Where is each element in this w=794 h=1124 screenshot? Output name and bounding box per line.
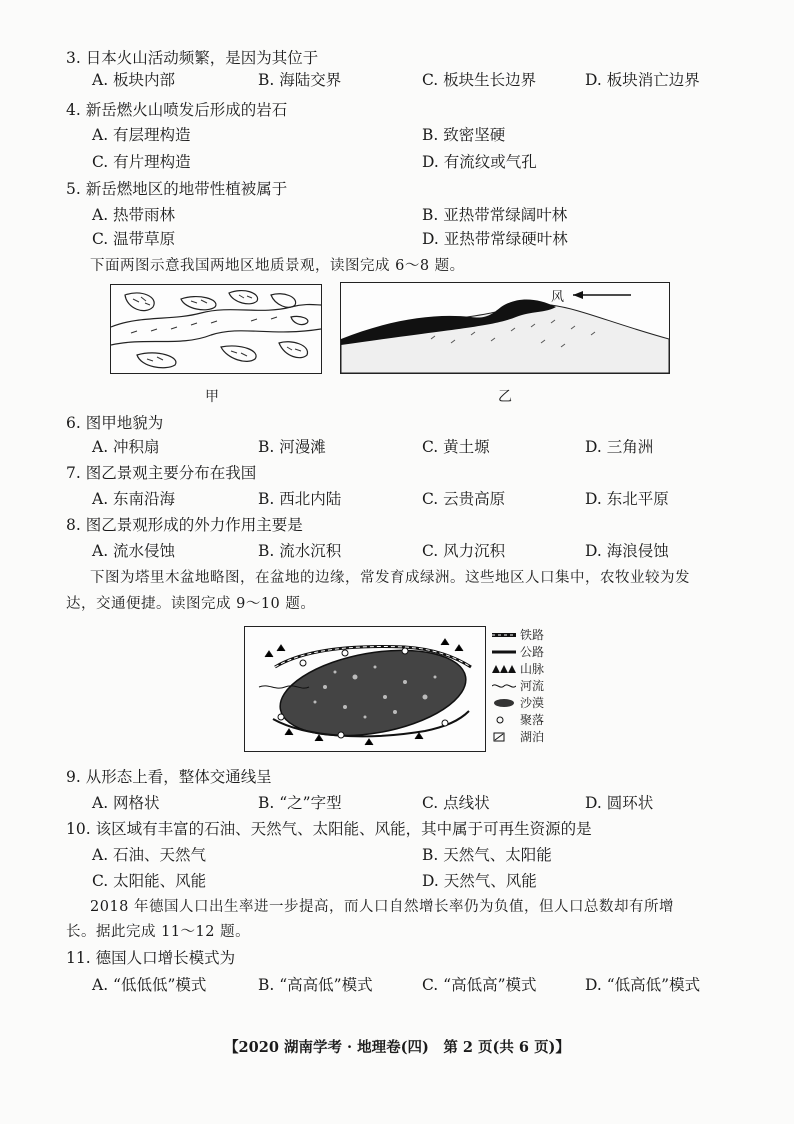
question-5-option-b: B. 亚热带常绿阔叶林 [422, 206, 568, 224]
railway-icon [492, 631, 516, 639]
question-3-option-c: C. 板块生长边界 [422, 71, 537, 89]
question-5-option-a: A. 热带雨林 [92, 206, 176, 224]
question-5-option-c: C. 温带草原 [92, 230, 176, 248]
question-10-option-a: A. 石油、天然气 [92, 846, 207, 864]
legend-mountain: 山脉 [492, 660, 544, 677]
legend-settlement: 聚落 [492, 711, 544, 728]
question-9-option-b: B. “之”字型 [258, 794, 342, 812]
question-4-option-b: B. 致密坚硬 [422, 126, 506, 144]
intro-questions-9-10-line-2: 达，交通便捷。读图完成 9～10 题。 [66, 596, 316, 612]
legend-railway: 铁路 [492, 626, 544, 643]
tarim-basin-map-drawing [245, 627, 485, 751]
question-9-stem: 9. 从形态上看，整体交通线呈 [66, 768, 272, 786]
question-6-option-d: D. 三角洲 [585, 438, 654, 456]
question-5-option-d: D. 亚热带常绿硬叶林 [422, 230, 568, 248]
question-4-stem: 4. 新岳燃火山喷发后形成的岩石 [66, 101, 288, 119]
page-footer: 【2020 湖南学考 · 地理卷(四) 第 2 页(共 6 页)】 [224, 1039, 570, 1056]
question-7-option-a: A. 东南沿海 [92, 490, 176, 508]
question-9-option-a: A. 网格状 [92, 794, 160, 812]
figure-jia [110, 284, 322, 374]
legend-highway: 公路 [492, 643, 544, 660]
question-6-option-c: C. 黄土塬 [422, 438, 490, 456]
lake-icon [492, 732, 516, 742]
wind-label: 风 [551, 290, 565, 305]
figure-yi-caption: 乙 [498, 389, 512, 405]
question-4-option-d: D. 有流纹或气孔 [422, 153, 537, 171]
question-3-option-a: A. 板块内部 [92, 71, 176, 89]
question-6-option-a: A. 冲积扇 [92, 438, 160, 456]
question-7-stem: 7. 图乙景观主要分布在我国 [66, 464, 257, 482]
question-10-stem: 10. 该区域有丰富的石油、天然气、太阳能、风能，其中属于可再生资源的是 [66, 820, 592, 838]
question-3-stem: 3. 日本火山活动频繁，是因为其位于 [66, 49, 319, 67]
figure-yi [340, 282, 670, 374]
intro-questions-11-12-line-1: 2018 年德国人口出生率进一步提高，而人口自然增长率仍为负值，但人口总数却有所增 [90, 899, 675, 915]
question-10-option-b: B. 天然气、太阳能 [422, 846, 552, 864]
question-7-option-b: B. 西北内陆 [258, 490, 342, 508]
question-8-option-a: A. 流水侵蚀 [92, 542, 176, 560]
river-icon [492, 682, 516, 690]
question-11-stem: 11. 德国人口增长模式为 [66, 949, 236, 967]
figure-jia-drawing [111, 285, 321, 373]
question-5-stem: 5. 新岳燃地区的地带性植被属于 [66, 180, 288, 198]
question-10-option-c: C. 太阳能、风能 [92, 872, 207, 890]
legend-lake: 湖泊 [492, 728, 544, 745]
desert-icon [492, 698, 516, 708]
question-8-option-c: C. 风力沉积 [422, 542, 506, 560]
question-7-option-d: D. 东北平原 [585, 490, 669, 508]
question-3-option-d: D. 板块消亡边界 [585, 71, 700, 89]
question-11-option-d: D. “低高低”模式 [585, 976, 701, 994]
highway-icon [492, 648, 516, 656]
question-10-option-d: D. 天然气、风能 [422, 872, 537, 890]
figure-yi-drawing [341, 283, 669, 373]
question-11-option-b: B. “高高低”模式 [258, 976, 373, 994]
question-11-option-a: A. “低低低”模式 [92, 976, 207, 994]
question-7-option-c: C. 云贵高原 [422, 490, 506, 508]
question-6-option-b: B. 河漫滩 [258, 438, 326, 456]
legend-desert: 沙漠 [492, 694, 544, 711]
question-9-option-c: C. 点线状 [422, 794, 490, 812]
question-9-option-d: D. 圆环状 [585, 794, 654, 812]
figure-jia-caption: 甲 [205, 389, 219, 405]
question-6-stem: 6. 图甲地貌为 [66, 414, 164, 432]
intro-questions-11-12-line-2: 长。据此完成 11～12 题。 [66, 924, 251, 940]
question-8-option-d: D. 海浪侵蚀 [585, 542, 669, 560]
intro-questions-9-10-line-1: 下图为塔里木盆地略图，在盆地的边缘，常发育成绿洲。这些地区人口集中，农牧业较为发 [90, 570, 690, 586]
tarim-basin-map [244, 626, 486, 752]
question-3-option-b: B. 海陆交界 [258, 71, 342, 89]
settlement-icon [492, 715, 516, 725]
legend-river: 河流 [492, 677, 544, 694]
mountain-icon [492, 664, 516, 674]
question-4-option-c: C. 有片理构造 [92, 153, 191, 171]
intro-questions-6-8: 下面两图示意我国两地区地质景观，读图完成 6～8 题。 [90, 258, 465, 274]
question-8-stem: 8. 图乙景观形成的外力作用主要是 [66, 516, 303, 534]
question-4-option-a: A. 有层理构造 [92, 126, 191, 144]
question-8-option-b: B. 流水沉积 [258, 542, 342, 560]
question-11-option-c: C. “高低高”模式 [422, 976, 537, 994]
